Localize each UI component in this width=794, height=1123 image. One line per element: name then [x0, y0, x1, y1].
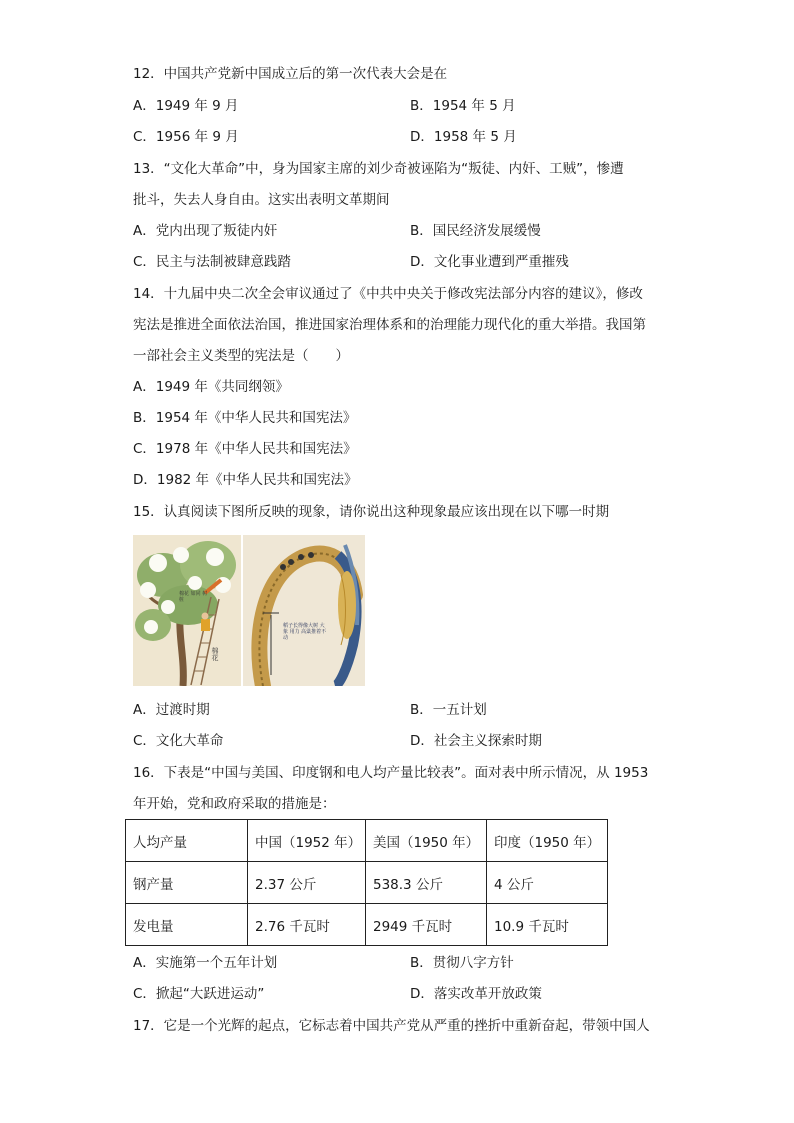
q14-option-d[interactable]: D．1982 年《中华人民共和国宪法》 — [133, 472, 358, 488]
q15-option-b[interactable]: B．一五计划 — [410, 702, 487, 718]
table-row — [126, 904, 608, 946]
q12-option-a[interactable]: A．1949 年 9 月 — [133, 98, 239, 114]
q15-option-d[interactable]: D．社会主义探索时期 — [410, 733, 542, 749]
q14-option-c[interactable]: C．1978 年《中华人民共和国宪法》 — [133, 441, 357, 457]
table-cell: 2949 千瓦时 — [366, 904, 487, 946]
q16-stem-line2: 年开始，党和政府采取的措施是： — [133, 796, 336, 812]
q16-stem-line1: 16．下表是“中国与美国、印度钢和电人均产量比较表”。面对表中所示情况，从 1953 — [133, 765, 649, 781]
q13-option-b[interactable]: B．国民经济发展缓慢 — [410, 223, 541, 239]
q13-stem-line2: 批斗，失去人身自由。这实出表明文革期间 — [133, 192, 390, 208]
table-header-cell: 中国（1952 年） — [248, 820, 366, 862]
crops-caption: 稻子长得像大树 大象 用力 高粱推着不动 — [283, 623, 327, 641]
q16-option-d[interactable]: D．落实改革开放政策 — [410, 986, 542, 1002]
q14-stem-line3: 一部社会主义类型的宪法是（ ） — [133, 348, 349, 364]
q16-option-b[interactable]: B．贯彻八字方针 — [410, 955, 514, 971]
q13-option-a[interactable]: A．党内出现了叛徒内奸 — [133, 223, 278, 239]
q14-option-b[interactable]: B．1954 年《中华人民共和国宪法》 — [133, 410, 357, 426]
q15-propaganda-image — [133, 535, 365, 686]
q17-stem-line1: 17．它是一个光辉的起点，它标志着中国共产党从严重的挫折中重新奋起，带领中国人 — [133, 1018, 650, 1034]
cotton-tree-illustration — [133, 535, 241, 686]
table-cell: 10.9 千瓦时 — [487, 904, 608, 946]
q15-option-a[interactable]: A．过渡时期 — [133, 702, 210, 718]
q13-option-d[interactable]: D．文化事业遭到严重摧残 — [410, 254, 569, 270]
table-cell: 538.3 公斤 — [366, 862, 487, 904]
q16-option-c[interactable]: C．掀起“大跃进运动” — [133, 986, 265, 1002]
table-row — [126, 862, 608, 904]
q15-option-c[interactable]: C．文化大革命 — [133, 733, 224, 749]
q12-stem: 12．中国共产党新中国成立后的第一次代表大会是在 — [133, 66, 448, 82]
cotton-small-caption: 棉花 如同 树桩 — [179, 591, 208, 603]
table-header-cell: 人均产量 — [126, 820, 248, 862]
table-cell: 2.37 公斤 — [248, 862, 366, 904]
cotton-caption: 棉花 — [211, 647, 219, 661]
q16-option-a[interactable]: A．实施第一个五年计划 — [133, 955, 278, 971]
q14-option-a[interactable]: A．1949 年《共同纲领》 — [133, 379, 289, 395]
table-header-row — [126, 820, 608, 862]
q12-option-b[interactable]: B．1954 年 5 月 — [410, 98, 516, 114]
q12-option-d[interactable]: D．1958 年 5 月 — [410, 129, 517, 145]
table-cell: 发电量 — [126, 904, 248, 946]
q15-stem: 15．认真阅读下图所反映的现象，请你说出这种现象最应该出现在以下哪一时期 — [133, 504, 610, 520]
giant-crops-illustration — [243, 535, 365, 686]
q14-stem-line2: 宪法是推进全面依法治国，推进国家治理体系和的治理能力现代化的重大举措。我国第 — [133, 317, 646, 333]
q13-option-c[interactable]: C．民主与法制被肆意践踏 — [133, 254, 291, 270]
q13-stem-line1: 13．“文化大革命”中，身为国家主席的刘少奇被诬陷为“叛徒、内奸、工贼”，惨遭 — [133, 161, 624, 177]
steel-electricity-comparison-table — [125, 819, 608, 946]
q12-option-c[interactable]: C．1956 年 9 月 — [133, 129, 239, 145]
table-header-cell: 印度（1950 年） — [487, 820, 608, 862]
table-cell: 4 公斤 — [487, 862, 608, 904]
q14-stem-line1: 14．十九届中央二次全会审议通过了《中共中央关于修改宪法部分内容的建议》，修改 — [133, 286, 643, 302]
table-cell: 2.76 千瓦时 — [248, 904, 366, 946]
table-header-cell: 美国（1950 年） — [366, 820, 487, 862]
table-cell: 钢产量 — [126, 862, 248, 904]
